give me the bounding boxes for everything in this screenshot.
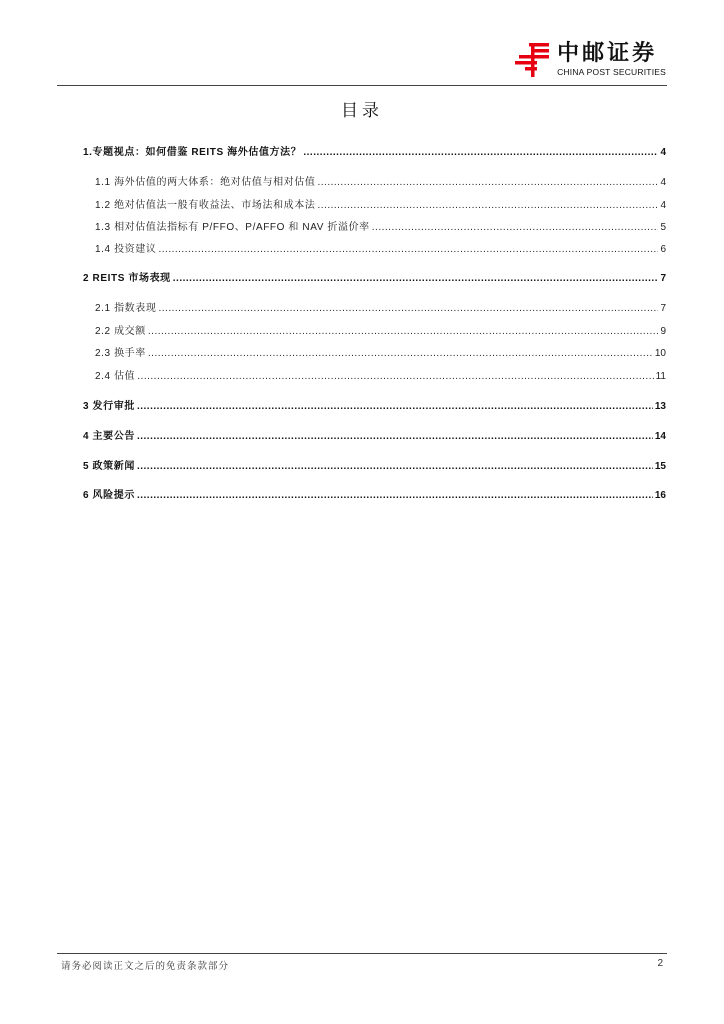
toc-leader-dots [137,398,653,412]
header-divider [57,85,667,86]
toc-entry[interactable] [83,454,666,472]
toc-title: 目录 [341,101,383,121]
toc-entry[interactable] [95,296,666,314]
toc-leader-dots [173,270,658,284]
toc-entry-page: 4 [660,177,666,188]
toc-leader-dots [148,345,653,359]
toc-entry-label: 3 发行审批 [83,401,135,412]
toc-entry-page: 11 [655,371,666,382]
toc-leader-dots [137,487,653,501]
toc-leader-dots [137,458,653,472]
toc-entry-label: 4 主要公告 [83,431,135,442]
toc-leader-dots [137,368,653,382]
toc-entry-label: 1.3 相对估值法指标有 P/FFO、P/AFFO 和 NAV 折溢价率 [95,222,370,233]
toc-entry-label: 5 政策新闻 [83,461,135,472]
toc-entry-label: 6 风险提示 [83,490,135,501]
toc-entry[interactable] [95,237,666,255]
toc-entry[interactable] [83,424,666,442]
toc-entry-page: 5 [660,222,666,233]
toc-leader-dots [158,300,658,314]
toc-entry-page: 13 [654,401,666,412]
footer-disclaimer: 请务必阅读正文之后的免责条款部分 [61,961,230,972]
toc-entry-page: 16 [654,490,666,501]
toc-entry-page: 6 [660,244,666,255]
toc-entry[interactable] [95,319,666,337]
company-logo [515,42,666,77]
toc-entry-page: 4 [660,200,666,211]
toc-entry-label: 1.4 投资建议 [95,244,157,255]
toc-entry-page: 7 [660,273,666,284]
toc-entry-label: 2.4 估值 [95,371,136,382]
toc-entry[interactable] [83,394,666,412]
china-post-logo-icon [515,43,551,77]
toc-entry[interactable] [83,266,666,284]
toc-entry[interactable] [95,215,666,233]
toc-entry-label: 2.2 成交额 [95,326,146,337]
toc-entry-label: 1.专题视点：如何借鉴 REITS 海外估值方法？ [83,147,302,158]
toc-entry[interactable] [83,140,666,158]
page-number: 2 [657,958,663,969]
toc-entry[interactable] [95,341,666,359]
toc-leader-dots [317,174,658,188]
toc-entry[interactable] [95,170,666,188]
toc-entry-label: 1.2 绝对估值法一般有收益法、市场法和成本法 [95,200,316,211]
toc-entry-page: 15 [654,461,666,472]
logo-english-name: CHINA POST SECURITIES [557,67,666,77]
toc-entry-label: 2 REITS 市场表现 [83,273,171,284]
toc-entry-page: 9 [660,326,666,337]
footer-divider [57,953,667,954]
toc-entry-page: 4 [660,147,666,158]
toc-entry-page: 10 [654,348,666,359]
toc-entry[interactable] [95,364,666,382]
toc-entry-page: 14 [654,431,666,442]
toc-leader-dots [148,323,658,337]
toc-leader-dots [303,144,658,158]
toc-leader-dots [372,219,658,233]
toc-entry-label: 2.1 指数表现 [95,303,157,314]
toc-entry[interactable] [83,483,666,501]
toc-leader-dots [137,428,653,442]
toc-entry-page: 7 [660,303,666,314]
toc-entry-label: 1.1 海外估值的两大体系：绝对估值与相对估值 [95,177,316,188]
logo-chinese-name: 中邮证券 [557,41,658,66]
toc-leader-dots [317,197,658,211]
toc-entry-label: 2.3 换手率 [95,348,146,359]
toc-leader-dots [158,241,658,255]
toc-entry[interactable] [95,193,666,211]
